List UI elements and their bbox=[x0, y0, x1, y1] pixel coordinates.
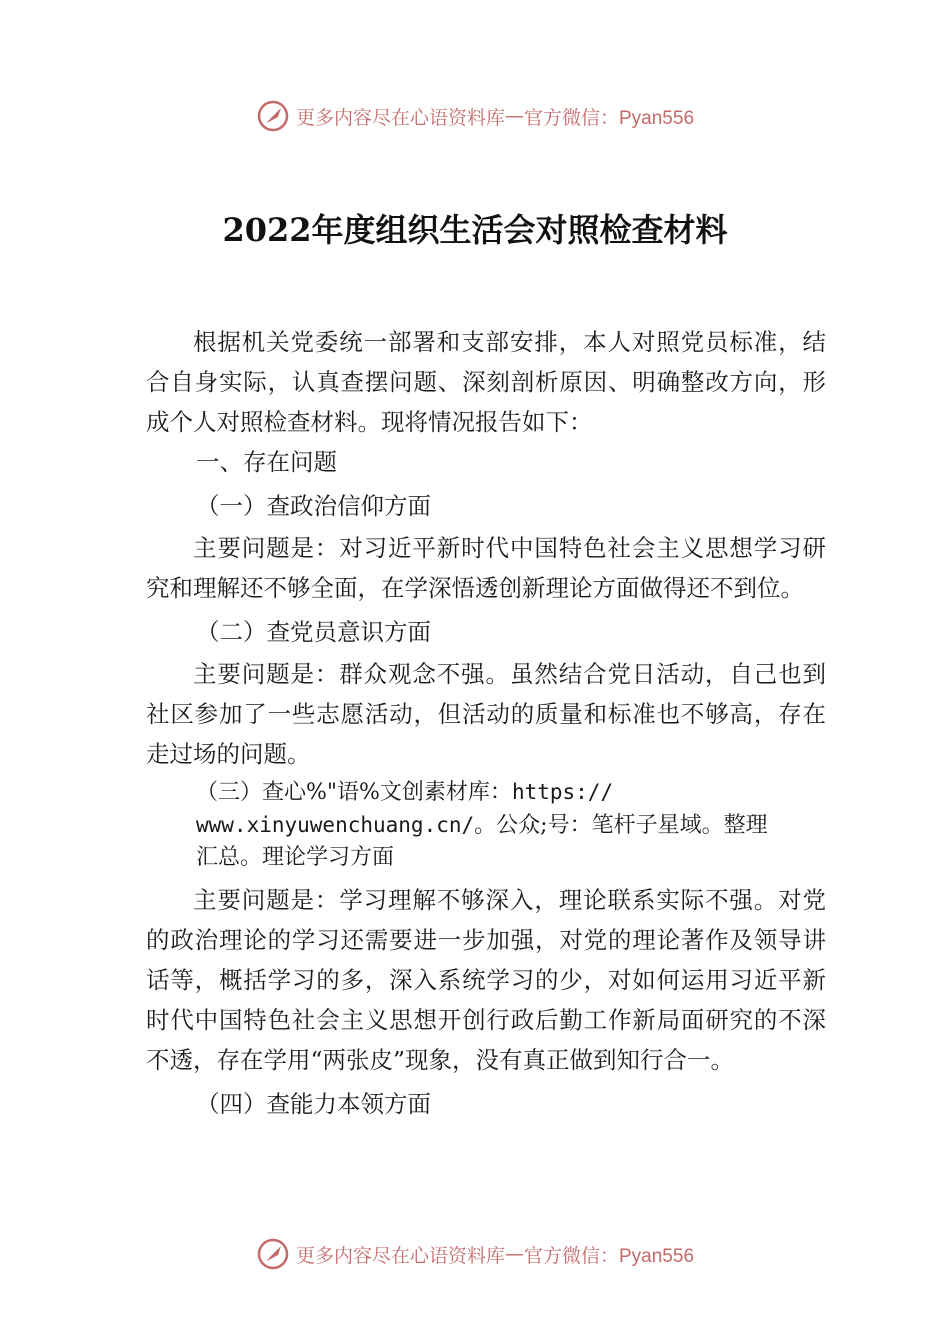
section-heading-problems: 一、存在问题 bbox=[196, 448, 337, 476]
document-body bbox=[146, 322, 826, 1124]
theory-heading-line3: 汇总。理论学习方面 bbox=[196, 845, 395, 870]
subsection-heading-party-awareness: （二）查党员意识方面 bbox=[196, 618, 431, 646]
quill-logo-icon bbox=[256, 99, 290, 133]
subsection-heading-political: （一）查政治信仰方面 bbox=[196, 492, 431, 520]
header-watermark bbox=[0, 96, 950, 136]
watermark-text: 更多内容尽在心语资料库 bbox=[295, 106, 505, 129]
watermark-wechat: 官方微信：Pyan556 bbox=[524, 1245, 695, 1267]
theory-heading-line1: （三）查心%"语%文创素材库：https:// bbox=[196, 780, 614, 805]
subsection-text-theory: 主要问题是：学习理解不够深入，理论联系实际不强。对党的政治理论的学习还需要进一步加强，对党的理论著作及领导讲话等，概括学习的多，深入系统学习的少，对如何运用习近平新时代中国特色社会主义思想开创行政后勤工作新局面研究的不深不透，存在学用“两张皮”现象，没有真正做到知行合一。 bbox=[146, 886, 826, 1074]
subsection-heading-capability: （四）查能力本领方面 bbox=[196, 1090, 431, 1118]
quill-logo-icon bbox=[256, 1237, 290, 1271]
footer-watermark bbox=[0, 1234, 950, 1274]
document-title: 2022年度组织生活会对照检查材料 bbox=[222, 211, 728, 249]
theory-heading-line2: www.xinyuwenchuang.cn/。公众;号：笔杆子星域。整理 bbox=[196, 813, 768, 838]
watermark-separator: — bbox=[505, 105, 524, 127]
watermark-separator: — bbox=[505, 1243, 524, 1265]
watermark-text: 更多内容尽在心语资料库 bbox=[295, 1244, 505, 1267]
watermark-wechat: 官方微信：Pyan556 bbox=[524, 107, 695, 129]
subsection-text-party-awareness: 主要问题是：群众观念不强。虽然结合党日活动，自己也到社区参加了一些志愿活动，但活动的质量和标准也不够高，存在走过场的问题。 bbox=[146, 660, 826, 768]
intro-paragraph: 根据机关党委统一部署和支部安排，本人对照党员标准，结合自身实际，认真查摆问题、深刻剖析原因、明确整改方向，形成个人对照检查材料。现将情况报告如下： bbox=[146, 328, 826, 436]
subsection-heading-theory bbox=[146, 776, 826, 874]
subsection-text-political: 主要问题是：对习近平新时代中国特色社会主义思想学习研究和理解还不够全面，在学深悟透创新理论方面做得还不到位。 bbox=[146, 534, 826, 602]
